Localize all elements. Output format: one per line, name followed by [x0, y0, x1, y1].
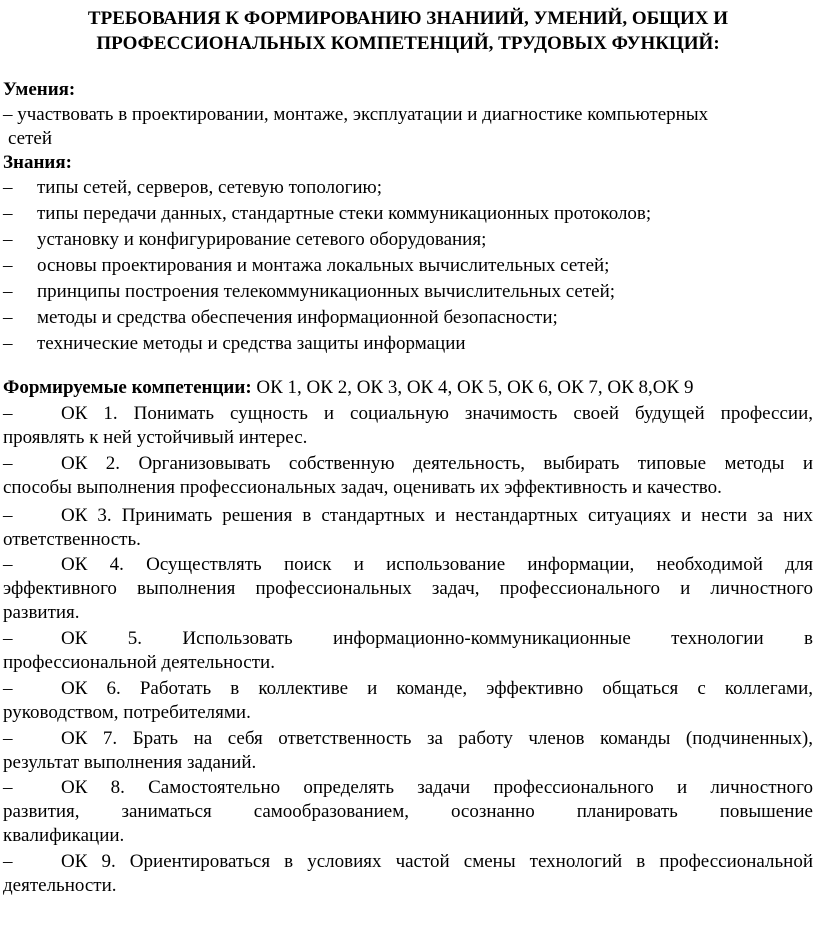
competency-item-continuation: квалификации. [3, 825, 125, 846]
knowledge-heading: Знания: [3, 152, 72, 173]
competency-bullet-dash: – [3, 403, 13, 424]
competency-item-continuation: развития. [3, 602, 80, 623]
competency-bullet-dash: – [3, 728, 13, 749]
knowledge-bullet-dash: – [3, 333, 13, 354]
knowledge-item: принципы построения телекоммуникационных вычислительных сетей; [37, 281, 616, 302]
competency-item-continuation: развития, заниматься самообразованием, осознанно планировать повышение [3, 801, 813, 822]
knowledge-bullet-dash: – [3, 307, 13, 328]
competency-bullet-dash: – [3, 554, 13, 575]
competency-bullet-dash: – [3, 777, 13, 798]
competency-item-continuation: деятельности. [3, 875, 117, 896]
skills-item-line-2: сетей [8, 128, 53, 149]
knowledge-item: типы передачи данных, стандартные стеки коммуникационных протоколов; [37, 203, 652, 224]
competency-bullet-dash: – [3, 851, 13, 872]
knowledge-item: методы и средства обеспечения информационной безопасности; [37, 307, 558, 328]
competency-item-continuation: проявлять к ней устойчивый интерес. [3, 427, 308, 448]
knowledge-item: типы сетей, серверов, сетевую топологию; [37, 177, 383, 198]
knowledge-bullet-dash: – [3, 281, 13, 302]
competency-item-continuation: эффективного выполнения профессиональных задач, профессионального и личностного [3, 578, 813, 599]
competencies-heading-row [3, 376, 693, 400]
competency-item-first-line: ОК 7. Брать на себя ответственность за работу членов команды (подчиненных), [61, 728, 813, 749]
competency-bullet-dash: – [3, 628, 13, 649]
competency-item-continuation: ответственность. [3, 529, 141, 550]
knowledge-item: основы проектирования и монтажа локальных вычислительных сетей; [37, 255, 610, 276]
skills-item-line-1: – участвовать в проектировании, монтаже, эксплуатации и диагностике компьютерных [3, 104, 709, 125]
competency-item-continuation: руководством, потребителями. [3, 702, 251, 723]
competencies-heading: Формируемые компетенции: [3, 377, 252, 398]
skills-heading: Умения: [3, 79, 76, 100]
competency-item-continuation: профессиональной деятельности. [3, 652, 275, 673]
competency-bullet-dash: – [3, 453, 13, 474]
competency-item-continuation: результат выполнения заданий. [3, 752, 257, 773]
knowledge-item: установку и конфигурирование сетевого оборудования; [37, 229, 487, 250]
competency-item-first-line: ОК 3. Принимать решения в стандартных и нестандартных ситуациях и нести за них [61, 505, 813, 526]
document-title-line-1: ТРЕБОВАНИЯ К ФОРМИРОВАНИЮ ЗНАНИИЙ, УМЕНИЙ, ОБЩИХ И [87, 8, 729, 29]
competency-bullet-dash: – [3, 678, 13, 699]
competency-item-first-line: ОК 6. Работать в коллективе и команде, эффективно общаться с коллегами, [61, 678, 813, 699]
knowledge-bullet-dash: – [3, 203, 13, 224]
competency-item-first-line: ОК 1. Понимать сущность и социальную значимость своей будущей профессии, [61, 403, 813, 424]
document-title-line-2: ПРОФЕССИОНАЛЬНЫХ КОМПЕТЕНЦИЙ, ТРУДОВЫХ ФУНКЦИЙ: [96, 33, 720, 54]
competency-bullet-dash: – [3, 505, 13, 526]
knowledge-bullet-dash: – [3, 229, 13, 250]
competency-item-first-line: ОК 9. Ориентироваться в условиях частой смены технологий в профессиональной [61, 851, 813, 872]
competency-item-first-line: ОК 2. Организовывать собственную деятельность, выбирать типовые методы и [61, 453, 813, 474]
competency-item-first-line: ОК 4. Осуществлять поиск и использование информации, необходимой для [61, 554, 813, 575]
competencies-list: ОК 1, ОК 2, ОК 3, ОК 4, ОК 5, ОК 6, ОК 7, ОК 8,ОК 9 [251, 377, 694, 398]
knowledge-item: технические методы и средства защиты информации [37, 333, 466, 354]
competency-item-continuation: способы выполнения профессиональных задач, оценивать их эффективность и качество. [3, 477, 722, 498]
knowledge-bullet-dash: – [3, 177, 13, 198]
competency-item-first-line: ОК 8. Самостоятельно определять задачи профессионального и личностного [61, 777, 813, 798]
knowledge-bullet-dash: – [3, 255, 13, 276]
competency-item-first-line: ОК 5. Использовать информационно-коммуникационные технологии в [61, 628, 813, 649]
